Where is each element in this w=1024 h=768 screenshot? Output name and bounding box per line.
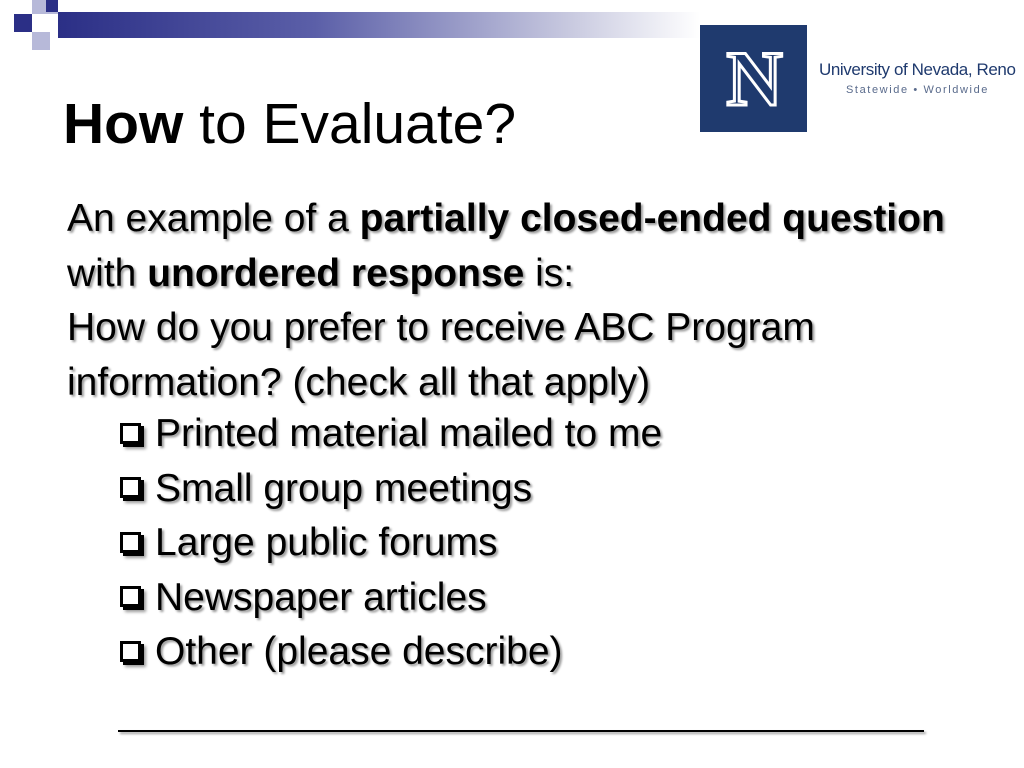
option-label: Small group meetings xyxy=(155,466,533,510)
university-logo xyxy=(700,25,807,132)
intro-text-1: An example of a xyxy=(67,197,360,240)
university-tagline: Statewide • Worldwide xyxy=(846,84,990,96)
university-name: University of Nevada, Reno xyxy=(819,60,1016,79)
slide-body xyxy=(67,192,967,410)
title-bold: How xyxy=(63,92,184,156)
corner-square-1 xyxy=(14,14,32,32)
checkbox-icon xyxy=(120,586,141,607)
slide-title xyxy=(63,92,517,156)
title-rest: to Evaluate? xyxy=(183,92,517,156)
option-label: Other (please describe) xyxy=(155,630,563,673)
question-text: How do you prefer to receive ABC Program information? (check all that apply) xyxy=(67,306,815,404)
intro-text-2: with xyxy=(67,251,148,295)
option-item xyxy=(120,407,662,462)
corner-square-3 xyxy=(32,32,50,50)
checkbox-icon xyxy=(120,641,141,662)
option-item xyxy=(120,571,662,626)
option-item xyxy=(120,462,662,517)
corner-square-4 xyxy=(46,0,58,12)
describe-blank-line xyxy=(118,730,924,732)
checkbox-icon xyxy=(120,532,141,553)
intro-paragraph xyxy=(67,192,967,301)
option-label: Large public forums xyxy=(155,521,498,564)
option-label: Newspaper articles xyxy=(155,575,487,619)
option-list xyxy=(120,407,662,680)
option-label: Printed material mailed to me xyxy=(155,412,663,455)
header-gradient-bar xyxy=(58,12,700,38)
checkbox-icon xyxy=(120,423,141,444)
logo-mark: N xyxy=(726,34,781,122)
intro-bold-1: partially closed-ended question xyxy=(359,197,945,240)
intro-bold-2: unordered response xyxy=(147,251,525,295)
checkbox-icon xyxy=(120,477,141,498)
option-item xyxy=(120,625,662,680)
option-item xyxy=(120,516,662,571)
intro-text-3: is: xyxy=(524,251,575,295)
